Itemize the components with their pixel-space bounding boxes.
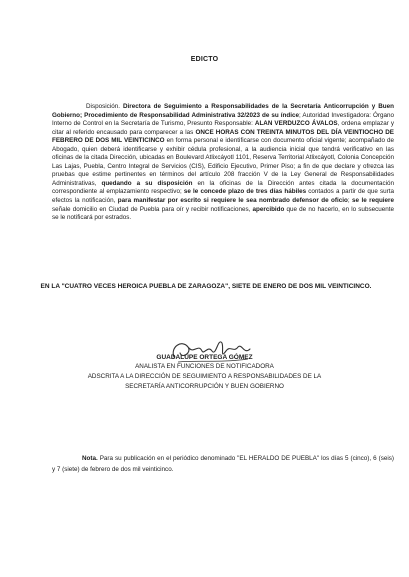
respondent-name: ALAN VERDUZCO ÁVALOS	[254, 120, 338, 128]
signatory-role: ANALISTA EN FUNCIONES DE NOTIFICADORA	[135, 363, 274, 370]
note-label: Nota.	[82, 455, 98, 462]
hearing-time: ONCE HORAS CON TREINTA MINUTOS DEL DÍA VEINTIOCHO DE FEBRERO DE DOS MIL VEINTICINCO	[52, 128, 394, 145]
body-text-2: en la oficinas de la Dirección antes citada la documentación correspondiente al emplazamiento respectivo;	[52, 179, 395, 196]
body-text-5: señale domicilio en Ciudad de Puebla para oír y recibir notificaciones,	[52, 205, 253, 213]
body-text-1: en forma personal e identificarse con documento oficial vigente; acompañado de Abogado, quien deberá identificarse y exhibir cédula profesional, a la audiencia inicial que tendrá verificativo en las oficinas de la citada Dirección, ubicadas en Boulevard Atlixcáyotl 1101, Reserva Territorial Atlixcáyotl, Colonia Concepción Las Lajas, Puebla, Centro Integral de Servicios (CIS), Edificio Ejecutivo, Primer Piso; a fin de que declare y ofrezca las pruebas que estime pertinentes en términos del artículo 208 fracción V de la Ley General de Responsabilidades Administrativas,	[52, 137, 394, 187]
warning-text: apercibido	[252, 205, 285, 213]
publication-note	[52, 454, 394, 475]
signatory-assignment: ADSCRITA A LA DIRECCIÓN DE SEGUIMIENTO A RESPONSABILIDADES DE LA	[87, 373, 322, 380]
signatory-name: GUADALUPE ORTEGA GÓMEZ	[156, 354, 253, 361]
note-text: Para su publicación en el periódico denominado "EL HERALDO DE PUEBLA" los días 5 (cinco), 6 (seis) y 7 (siete) de febrero de dos mil veinticinco.	[52, 455, 394, 473]
city-date-line: EN LA "CUATRO VECES HEROICA PUEBLA DE ZARAGOZA", SIETE DE ENERO DE DOS MIL VEINTICINCO.	[40, 283, 372, 290]
signatory-secretariat: SECRETARÍA ANTICORRUPCIÓN Y BUEN GOBIERNO	[125, 383, 284, 390]
manifest-text: para manifestar por escrito si requiere le sea nombrado defensor de oficio	[117, 197, 348, 205]
order-text: , ordena emplazar y citar al referido encausado para comparecer a las	[52, 120, 395, 136]
term-text: se le concede plazo de tres días hábiles	[183, 188, 307, 196]
procedure-text: ; Procedimiento de Responsabilidad Administrativa 32/2023 de su índice	[80, 111, 299, 119]
body-text-4: ;	[347, 197, 353, 205]
authority-text: ; Autoridad Investigadora: Órgano Interno de Control en la Secretaría de Turismo, Presunto Responsable:	[52, 111, 394, 128]
disposition-text: quedando a su disposición	[101, 179, 193, 187]
dependency-text: Directora de Seguimiento a Responsabilidades de la Secretaría Anticorrupción y Buen Gobierno	[52, 103, 394, 119]
body-text-3: contados a partir de que surta efectos la notificación,	[52, 188, 394, 205]
edict-body	[52, 103, 394, 223]
body-text-6: que de no hacerlo, en lo subsecuente se le notificará por estrados.	[52, 205, 394, 222]
domicile-text: se le requiere	[352, 197, 395, 205]
lead-text: Disposición.	[86, 103, 123, 110]
document-title: EDICTO	[190, 56, 219, 63]
